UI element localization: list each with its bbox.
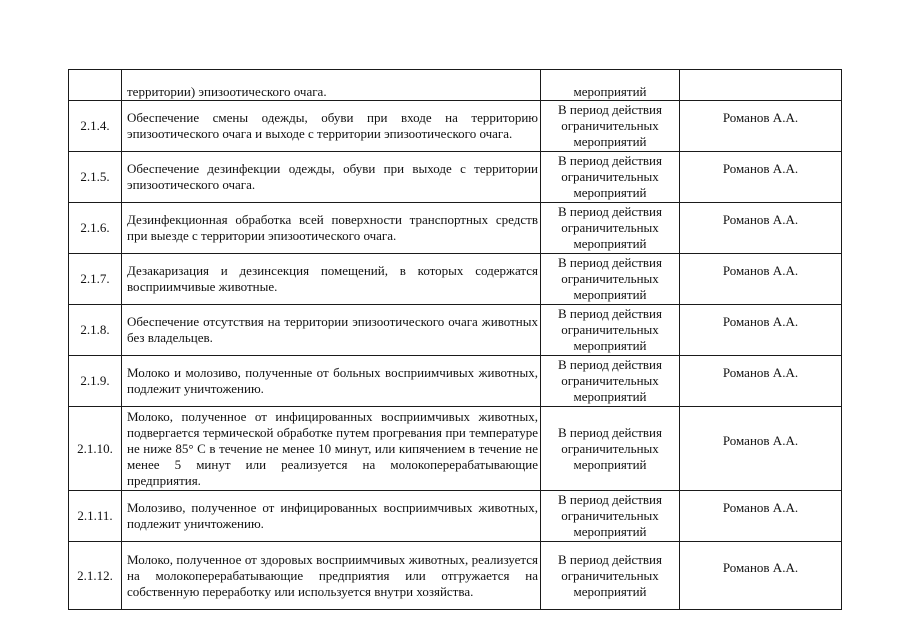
period-line: В период действия [558,102,662,117]
period-line: ограничительных [561,118,659,133]
row-number-cell: 2.1.10. [69,407,122,491]
table-row [69,305,842,356]
period-line: ограничительных [561,567,659,583]
measures-table-body [69,70,842,610]
measure-text-cell: Молоко и молозиво, полученные от больных восприимчивых животных, подлежит уничтожению. [122,356,541,407]
table-row [69,407,842,491]
period-line: мероприятий [573,185,647,200]
measure-text-cell: Обеспечение отсутствия на территории эпизоотического очага животных без владельцев. [122,305,541,356]
measure-text-cell: Дезинфекционная обработка всей поверхности транспортных средств при выезде с территории эпизоотического очага. [122,203,541,254]
period-line: В период действия [558,255,662,270]
table-row [69,152,842,203]
period-line: В период действия [558,357,662,372]
responsible-cell [680,203,842,254]
period-line: В период действия [558,424,662,440]
measure-text-cell: территории) эпизоотического очага. [122,70,541,101]
period-line: мероприятий [573,236,647,251]
period-cell [541,356,680,407]
responsible-name: Романов А.А. [722,559,799,575]
responsible-cell [680,542,842,610]
responsible-cell [680,407,842,491]
responsible-cell [680,491,842,542]
row-number-cell [69,70,122,101]
period-line: В период действия [558,492,662,507]
period-line: ограничительных [561,169,659,184]
row-number-cell: 2.1.8. [69,305,122,356]
period-line: мероприятий [573,338,647,353]
table-row [69,491,842,542]
table-row [69,101,842,152]
responsible-name: Романов А.А. [722,110,799,125]
measure-text-cell: Обеспечение смены одежды, обуви при входе на территорию эпизоотического очага и выходе с территории эпизоотического очага. [122,101,541,152]
row-number-cell: 2.1.7. [69,254,122,305]
period-line: ограничительных [561,220,659,235]
period-line: мероприятий [573,456,647,472]
table-row [69,542,842,610]
period-line: В период действия [558,306,662,321]
responsible-name: Романов А.А. [722,161,799,176]
table-row [69,203,842,254]
period-line: мероприятий [573,389,647,404]
period-line: ограничительных [561,508,659,523]
row-number-cell: 2.1.5. [69,152,122,203]
responsible-cell [680,101,842,152]
row-number-cell: 2.1.11. [69,491,122,542]
period-cell [541,152,680,203]
period-cell [541,101,680,152]
period-cell [541,542,680,610]
period-line: ограничительных [561,322,659,337]
table-row-continuation [69,70,842,101]
responsible-cell [680,305,842,356]
table-row [69,356,842,407]
measures-table [68,69,842,610]
row-number-cell: 2.1.9. [69,356,122,407]
responsible-cell [680,254,842,305]
period-line: ограничительных [561,271,659,286]
period-cell [541,305,680,356]
period-line: мероприятий [573,524,647,539]
row-number-cell: 2.1.4. [69,101,122,152]
measure-text-cell: Обеспечение дезинфекции одежды, обуви при выходе с территории эпизоотического очага. [122,152,541,203]
table-row [69,254,842,305]
measure-text-cell: Молоко, полученное от инфицированных восприимчивых животных, подвергается термической обработке путем прогревания при температуре не ниже 85° С в течение не менее 10 минут, или кипячением в течение не менее 5 минут или реализуется на молокоперерабатывающие предприятия. [122,407,541,491]
responsible-name: Романов А.А. [722,500,799,515]
period-line: мероприятий [573,287,647,302]
period-line: мероприятий [573,134,647,149]
responsible-name: Романов А.А. [722,365,799,380]
responsible-name: Романов А.А. [722,314,799,329]
responsible-cell [680,356,842,407]
responsible-cell [680,70,842,101]
period-line: В период действия [558,204,662,219]
row-number-cell: 2.1.12. [69,542,122,610]
period-line: ограничительных [561,440,659,456]
period-cell [541,407,680,491]
period-line: В период действия [558,153,662,168]
responsible-cell [680,152,842,203]
measure-text-cell: Дезакаризация и дезинсекция помещений, в которых содержатся восприимчивые животные. [122,254,541,305]
period-line: В период действия [558,551,662,567]
period-line: мероприятий [573,583,647,599]
row-number-cell: 2.1.6. [69,203,122,254]
responsible-name: Романов А.А. [722,212,799,227]
period-cell [541,491,680,542]
period-cell: мероприятий [541,70,680,101]
period-line: ограничительных [561,373,659,388]
responsible-name: Романов А.А. [722,432,799,448]
period-cell [541,254,680,305]
measure-text-cell: Молоко, полученное от здоровых восприимчивых животных, реализуется на молокоперерабатывающие предприятия или отгружается на собственную переработку или используется внутри хозяйства. [122,542,541,610]
period-cell [541,203,680,254]
measure-text-cell: Молозиво, полученное от инфицированных восприимчивых животных, подлежит уничтожению. [122,491,541,542]
responsible-name: Романов А.А. [722,263,799,278]
